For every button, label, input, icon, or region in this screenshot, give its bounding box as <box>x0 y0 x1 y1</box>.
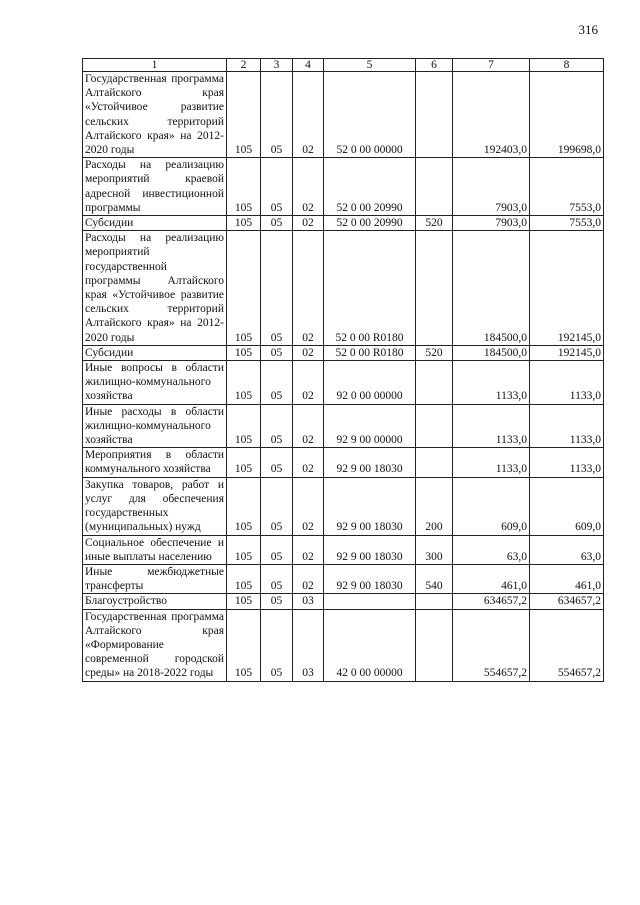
table-row <box>83 564 604 593</box>
table-row <box>83 594 604 609</box>
row-value-cell: 7553,0 <box>530 216 604 231</box>
column-header: 8 <box>530 59 604 72</box>
row-value-cell: 1133,0 <box>530 361 604 405</box>
row-value-cell: 05 <box>261 594 293 609</box>
row-value-cell: 63,0 <box>530 535 604 564</box>
row-value-cell: 92 9 00 18030 <box>324 448 416 477</box>
row-value-cell: 05 <box>261 609 293 681</box>
row-value-cell: 1133,0 <box>530 448 604 477</box>
row-value-cell: 92 9 00 18030 <box>324 535 416 564</box>
row-value-cell: 520 <box>416 345 453 360</box>
row-value-cell: 105 <box>227 158 261 216</box>
table-row <box>83 609 604 681</box>
row-value-cell: 02 <box>293 404 324 448</box>
row-value-cell: 7903,0 <box>453 216 530 231</box>
row-value-cell: 184500,0 <box>453 345 530 360</box>
table-row <box>83 361 604 405</box>
row-value-cell: 105 <box>227 609 261 681</box>
row-value-cell: 192145,0 <box>530 345 604 360</box>
row-value-cell: 199698,0 <box>530 72 604 158</box>
row-value-cell: 609,0 <box>530 477 604 535</box>
row-value-cell: 02 <box>293 216 324 231</box>
row-value-cell <box>416 361 453 405</box>
row-value-cell: 52 0 00 20990 <box>324 158 416 216</box>
table-row <box>83 158 604 216</box>
row-value-cell: 7553,0 <box>530 158 604 216</box>
row-value-cell: 1133,0 <box>530 404 604 448</box>
row-value-cell: 03 <box>293 609 324 681</box>
row-value-cell: 52 0 00 R0180 <box>324 345 416 360</box>
row-value-cell: 105 <box>227 231 261 346</box>
column-header: 6 <box>416 59 453 72</box>
column-header: 7 <box>453 59 530 72</box>
table-row <box>83 477 604 535</box>
row-value-cell: 105 <box>227 216 261 231</box>
row-value-cell: 03 <box>293 594 324 609</box>
row-value-cell: 554657,2 <box>530 609 604 681</box>
row-value-cell <box>416 594 453 609</box>
row-value-cell: 02 <box>293 564 324 593</box>
row-value-cell: 05 <box>261 404 293 448</box>
row-value-cell: 05 <box>261 158 293 216</box>
row-name-cell: Государственная программа Алтайского края «Устойчивое развитие сельских территорий Алтайского края» на 2012-2020 годы <box>83 72 227 158</box>
row-value-cell: 92 0 00 00000 <box>324 361 416 405</box>
row-value-cell <box>416 72 453 158</box>
row-value-cell: 02 <box>293 345 324 360</box>
row-name-cell: Иные межбюджетные трансферты <box>83 564 227 593</box>
column-header: 3 <box>261 59 293 72</box>
row-value-cell: 05 <box>261 564 293 593</box>
table-row <box>83 231 604 346</box>
row-name-cell: Субсидии <box>83 216 227 231</box>
row-name-cell: Государственная программа Алтайского края «Формирование современной городской среды» на 2018-2022 годы <box>83 609 227 681</box>
row-value-cell: 300 <box>416 535 453 564</box>
row-value-cell: 105 <box>227 361 261 405</box>
row-value-cell: 42 0 00 00000 <box>324 609 416 681</box>
row-value-cell: 634657,2 <box>530 594 604 609</box>
row-value-cell: 92 9 00 18030 <box>324 564 416 593</box>
row-name-cell: Расходы на реализацию мероприятий государственной программы Алтайского края «Устойчивое развитие сельских территорий Алтайского края» на 2012-2020 годы <box>83 231 227 346</box>
row-value-cell: 02 <box>293 535 324 564</box>
row-value-cell: 192145,0 <box>530 231 604 346</box>
row-value-cell: 105 <box>227 594 261 609</box>
row-value-cell: 105 <box>227 72 261 158</box>
row-value-cell <box>416 404 453 448</box>
row-value-cell: 52 0 00 00000 <box>324 72 416 158</box>
column-header: 2 <box>227 59 261 72</box>
column-header: 5 <box>324 59 416 72</box>
row-name-cell: Субсидии <box>83 345 227 360</box>
table-row <box>83 448 604 477</box>
row-value-cell: 92 9 00 00000 <box>324 404 416 448</box>
row-value-cell: 02 <box>293 361 324 405</box>
row-value-cell: 05 <box>261 72 293 158</box>
table-row <box>83 535 604 564</box>
row-value-cell: 63,0 <box>453 535 530 564</box>
row-value-cell: 05 <box>261 535 293 564</box>
row-value-cell: 461,0 <box>530 564 604 593</box>
row-value-cell: 02 <box>293 448 324 477</box>
row-value-cell: 52 0 00 R0180 <box>324 231 416 346</box>
row-name-cell: Иные вопросы в области жилищно-коммунального хозяйства <box>83 361 227 405</box>
row-value-cell: 7903,0 <box>453 158 530 216</box>
row-value-cell: 105 <box>227 448 261 477</box>
table-row <box>83 72 604 158</box>
row-value-cell: 05 <box>261 477 293 535</box>
table-header-row <box>83 59 604 72</box>
row-value-cell: 05 <box>261 216 293 231</box>
row-value-cell: 92 9 00 18030 <box>324 477 416 535</box>
row-name-cell: Расходы на реализацию мероприятий краевой адресной инвестиционной программы <box>83 158 227 216</box>
budget-table <box>82 58 604 682</box>
row-value-cell: 184500,0 <box>453 231 530 346</box>
table-row <box>83 404 604 448</box>
row-value-cell <box>416 609 453 681</box>
row-value-cell: 634657,2 <box>453 594 530 609</box>
row-value-cell <box>416 231 453 346</box>
row-value-cell: 02 <box>293 231 324 346</box>
row-value-cell: 02 <box>293 477 324 535</box>
table-row <box>83 216 604 231</box>
row-value-cell: 52 0 00 20990 <box>324 216 416 231</box>
row-value-cell: 105 <box>227 345 261 360</box>
row-value-cell: 105 <box>227 477 261 535</box>
row-name-cell: Социальное обеспечение и иные выплаты населению <box>83 535 227 564</box>
row-value-cell: 200 <box>416 477 453 535</box>
row-value-cell: 05 <box>261 345 293 360</box>
row-value-cell: 05 <box>261 231 293 346</box>
row-value-cell: 1133,0 <box>453 448 530 477</box>
row-value-cell <box>416 158 453 216</box>
page-number: 316 <box>578 22 598 37</box>
row-value-cell: 05 <box>261 361 293 405</box>
row-value-cell: 192403,0 <box>453 72 530 158</box>
row-value-cell: 105 <box>227 404 261 448</box>
column-header: 4 <box>293 59 324 72</box>
row-value-cell <box>416 448 453 477</box>
row-value-cell: 105 <box>227 564 261 593</box>
row-value-cell: 609,0 <box>453 477 530 535</box>
row-value-cell: 1133,0 <box>453 404 530 448</box>
row-name-cell: Мероприятия в области коммунального хозяйства <box>83 448 227 477</box>
row-name-cell: Закупка товаров, работ и услуг для обеспечения государственных (муниципальных) нужд <box>83 477 227 535</box>
row-value-cell: 02 <box>293 72 324 158</box>
row-name-cell: Благоустройство <box>83 594 227 609</box>
column-header: 1 <box>83 59 227 72</box>
row-value-cell: 1133,0 <box>453 361 530 405</box>
table-row <box>83 345 604 360</box>
row-value-cell: 02 <box>293 158 324 216</box>
row-value-cell <box>324 594 416 609</box>
row-value-cell: 05 <box>261 448 293 477</box>
row-value-cell: 540 <box>416 564 453 593</box>
row-value-cell: 554657,2 <box>453 609 530 681</box>
row-value-cell: 520 <box>416 216 453 231</box>
row-name-cell: Иные расходы в области жилищно-коммунального хозяйства <box>83 404 227 448</box>
row-value-cell: 461,0 <box>453 564 530 593</box>
row-value-cell: 105 <box>227 535 261 564</box>
